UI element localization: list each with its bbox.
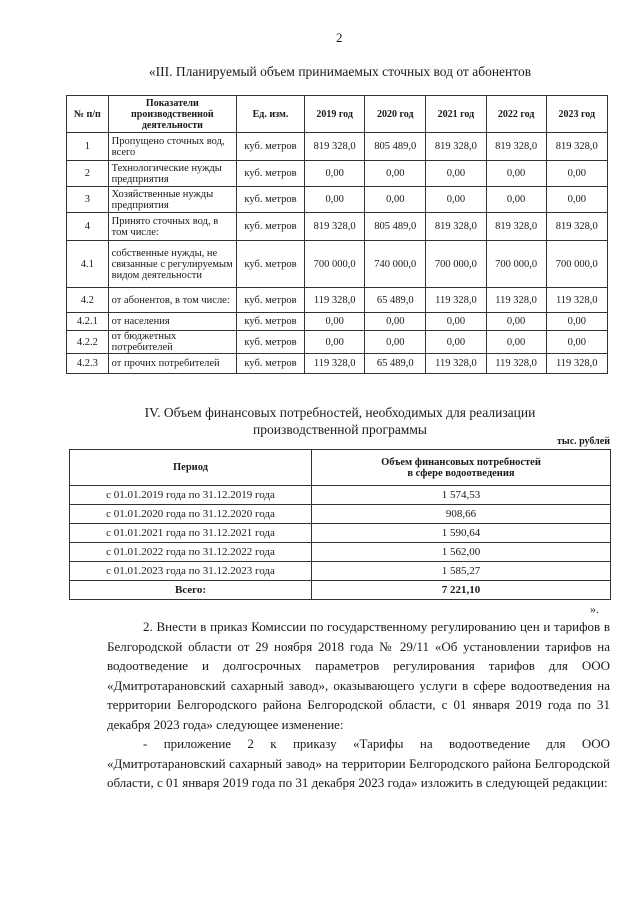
value-cell: 0,00 bbox=[486, 161, 546, 187]
column-header: № п/п bbox=[67, 96, 109, 133]
table-row bbox=[67, 213, 608, 241]
indicator-name: собственные нужды, не связанные с регулируемым видом деятельности bbox=[108, 241, 236, 288]
section3-title: «III. Планируемый объем принимаемых сточных вод от абонентов bbox=[148, 64, 532, 79]
table-row bbox=[67, 187, 608, 213]
paragraph-1: 2. Внести в приказ Комиссии по государственному регулированию цен и тарифов в Белгородской области от 29 ноября 2018 года № 29/11 «Об установлении тарифов на водоотведение и долгосрочных параметров регулирования тарифов для ООО «Дмитротарановский сахарный завод», оказывающего услуги в сфере водоотведения на территории Белгородского района Белгородской области, с 01 января 2019 года по 31 декабря 2023 года» следующее изменение: bbox=[107, 619, 610, 732]
value-cell: 819 328,0 bbox=[546, 133, 607, 161]
value-cell: 0,00 bbox=[304, 313, 365, 331]
value-cell: 119 328,0 bbox=[546, 288, 607, 313]
value-cell: 819 328,0 bbox=[304, 133, 365, 161]
unit-cell: куб. метров bbox=[237, 313, 305, 331]
value-cell: 819 328,0 bbox=[486, 213, 546, 241]
value-cell: 119 328,0 bbox=[546, 354, 607, 374]
value-cell: 819 328,0 bbox=[304, 213, 365, 241]
section4-title-line1: IV. Объем финансовых потребностей, необходимых для реализации bbox=[144, 405, 536, 420]
table-row bbox=[70, 543, 611, 562]
value-cell: 819 328,0 bbox=[486, 133, 546, 161]
indicator-name: от абонентов, в том числе: bbox=[108, 288, 236, 313]
value-cell: 0,00 bbox=[304, 331, 365, 354]
value-cell: 700 000,0 bbox=[486, 241, 546, 288]
body-text bbox=[107, 617, 610, 793]
row-number: 1 bbox=[67, 133, 109, 161]
header-volume-line1: Объем финансовых потребностей bbox=[381, 456, 541, 468]
value-cell: 65 489,0 bbox=[365, 288, 426, 313]
table-row bbox=[70, 524, 611, 543]
value-cell: 0,00 bbox=[304, 187, 365, 213]
section4-title bbox=[60, 404, 620, 438]
value-cell: 805 489,0 bbox=[365, 133, 426, 161]
period-cell: с 01.01.2020 года по 31.12.2020 года bbox=[70, 505, 312, 524]
indicator-name: Хозяйственные нужды предприятия bbox=[108, 187, 236, 213]
row-number: 4.2.1 bbox=[67, 313, 109, 331]
value-cell: 700 000,0 bbox=[304, 241, 365, 288]
row-number: 4.2.3 bbox=[67, 354, 109, 374]
closing-quote: ». bbox=[590, 602, 599, 616]
unit-label: тыс. рублей bbox=[556, 436, 610, 447]
table-row bbox=[67, 133, 608, 161]
table-row bbox=[67, 161, 608, 187]
column-header: Ед. изм. bbox=[237, 96, 305, 133]
value-cell: 0,00 bbox=[304, 161, 365, 187]
table-row bbox=[67, 331, 608, 354]
value-cell: 119 328,0 bbox=[486, 354, 546, 374]
row-number: 4.2.2 bbox=[67, 331, 109, 354]
period-cell: с 01.01.2019 года по 31.12.2019 года bbox=[70, 486, 312, 505]
value-cell: 805 489,0 bbox=[365, 213, 426, 241]
value-cell: 0,00 bbox=[486, 313, 546, 331]
row-number: 4.1 bbox=[67, 241, 109, 288]
unit-cell: куб. метров bbox=[237, 187, 305, 213]
value-cell: 0,00 bbox=[546, 187, 607, 213]
header-volume bbox=[312, 450, 611, 486]
value-cell: 819 328,0 bbox=[426, 213, 487, 241]
unit-cell: куб. метров bbox=[237, 288, 305, 313]
indicator-name: Принято сточных вод, в том числе: bbox=[108, 213, 236, 241]
unit-cell: куб. метров bbox=[237, 161, 305, 187]
total-row bbox=[70, 581, 611, 600]
row-number: 4 bbox=[67, 213, 109, 241]
unit-cell: куб. метров bbox=[237, 331, 305, 354]
value-cell: 0,00 bbox=[365, 161, 426, 187]
indicator-name: от бюджетных потребителей bbox=[108, 331, 236, 354]
table-row bbox=[67, 288, 608, 313]
table-row bbox=[67, 241, 608, 288]
unit-cell: куб. метров bbox=[237, 241, 305, 288]
value-cell: 819 328,0 bbox=[546, 213, 607, 241]
total-value: 7 221,10 bbox=[312, 581, 611, 600]
value-cell: 0,00 bbox=[546, 161, 607, 187]
financial-needs-table bbox=[69, 449, 611, 600]
column-header: 2019 год bbox=[304, 96, 365, 133]
value-cell: 0,00 bbox=[426, 161, 487, 187]
value-cell: 0,00 bbox=[486, 331, 546, 354]
value-cell: 0,00 bbox=[426, 331, 487, 354]
row-number: 2 bbox=[67, 161, 109, 187]
table-header-row bbox=[70, 450, 611, 486]
column-header: 2022 год bbox=[486, 96, 546, 133]
value-cell: 0,00 bbox=[365, 313, 426, 331]
value-cell: 0,00 bbox=[426, 187, 487, 213]
value-cell: 819 328,0 bbox=[426, 133, 487, 161]
table-row bbox=[70, 486, 611, 505]
total-label: Всего: bbox=[70, 581, 312, 600]
table-row bbox=[70, 562, 611, 581]
value-cell: 119 328,0 bbox=[486, 288, 546, 313]
table-row bbox=[67, 354, 608, 374]
value-cell: 0,00 bbox=[546, 331, 607, 354]
period-cell: с 01.01.2023 года по 31.12.2023 года bbox=[70, 562, 312, 581]
period-cell: с 01.01.2021 года по 31.12.2021 года bbox=[70, 524, 312, 543]
value-cell: 700 000,0 bbox=[546, 241, 607, 288]
value-cell: 119 328,0 bbox=[426, 288, 487, 313]
value-cell: 0,00 bbox=[365, 187, 426, 213]
table-row bbox=[67, 313, 608, 331]
wastewater-volume-table bbox=[66, 95, 608, 374]
value-cell: 119 328,0 bbox=[304, 288, 365, 313]
amount-cell: 1 585,27 bbox=[312, 562, 611, 581]
value-cell: 119 328,0 bbox=[304, 354, 365, 374]
value-cell: 740 000,0 bbox=[365, 241, 426, 288]
column-header: Показатели производственной деятельности bbox=[108, 96, 236, 133]
value-cell: 0,00 bbox=[546, 313, 607, 331]
row-number: 3 bbox=[67, 187, 109, 213]
header-period: Период bbox=[70, 450, 312, 486]
column-header: 2021 год bbox=[426, 96, 487, 133]
value-cell: 700 000,0 bbox=[426, 241, 487, 288]
amount-cell: 1 562,00 bbox=[312, 543, 611, 562]
period-cell: с 01.01.2022 года по 31.12.2022 года bbox=[70, 543, 312, 562]
amount-cell: 908,66 bbox=[312, 505, 611, 524]
indicator-name: от населения bbox=[108, 313, 236, 331]
value-cell: 119 328,0 bbox=[426, 354, 487, 374]
amount-cell: 1 574,53 bbox=[312, 486, 611, 505]
unit-cell: куб. метров bbox=[237, 354, 305, 374]
indicator-name: Технологические нужды предприятия bbox=[108, 161, 236, 187]
indicator-name: от прочих потребителей bbox=[108, 354, 236, 374]
unit-cell: куб. метров bbox=[237, 213, 305, 241]
table-header-row bbox=[67, 96, 608, 133]
header-volume-line2: в сфере водоотведения bbox=[407, 467, 515, 479]
row-number: 4.2 bbox=[67, 288, 109, 313]
page-number: 2 bbox=[336, 30, 343, 45]
paragraph-2: - приложение 2 к приказу «Тарифы на водоотведение для ООО «Дмитротарановский сахарный завод» на территории Белгородского района Белгородской области, с 01 января 2019 года по 31 декабря 2023 года» изложить в следующей редакции: bbox=[107, 736, 610, 790]
column-header: 2023 год bbox=[546, 96, 607, 133]
value-cell: 65 489,0 bbox=[365, 354, 426, 374]
section4-title-line2: производственной программы bbox=[253, 422, 427, 437]
value-cell: 0,00 bbox=[426, 313, 487, 331]
column-header: 2020 год bbox=[365, 96, 426, 133]
indicator-name: Пропущено сточных вод, всего bbox=[108, 133, 236, 161]
table-row bbox=[70, 505, 611, 524]
unit-cell: куб. метров bbox=[237, 133, 305, 161]
amount-cell: 1 590,64 bbox=[312, 524, 611, 543]
value-cell: 0,00 bbox=[365, 331, 426, 354]
value-cell: 0,00 bbox=[486, 187, 546, 213]
